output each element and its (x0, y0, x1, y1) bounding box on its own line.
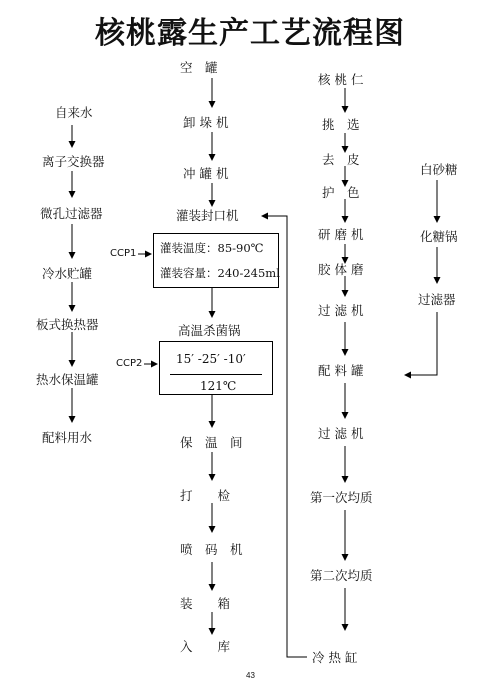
batching-water: 配料用水 (42, 430, 93, 445)
filter-machine-1: 过 滤 机 (318, 303, 364, 318)
microporous-filter: 微孔过滤器 (40, 206, 103, 221)
color-protection: 护 色 (322, 185, 360, 200)
holding-room: 保 温 间 (180, 435, 243, 450)
filling-sealing-machine: 灌装封口机 (176, 208, 239, 223)
packing: 装 箱 (180, 596, 231, 611)
arrow (405, 312, 437, 375)
water-source: 自来水 (55, 105, 93, 120)
ccp1-label: CCP1 (110, 248, 137, 259)
empty-can: 空 罐 (180, 60, 218, 75)
walnut-kernel: 核 桃 仁 (318, 72, 364, 87)
sorting: 挑 选 (322, 117, 360, 132)
batching-tank: 配 料 罐 (318, 363, 364, 378)
first-homogenization: 第一次均质 (310, 490, 373, 505)
filling-volume: 灌装容量：240-245ml (160, 266, 280, 280)
inspection: 打 检 (180, 488, 231, 503)
plate-heat-exchanger: 板式换热器 (36, 317, 99, 332)
grinder: 研 磨 机 (318, 227, 364, 242)
can-rinser: 冲 罐 机 (183, 166, 229, 181)
cold-hot-tank: 冷 热 缸 (312, 650, 358, 665)
peeling: 去 皮 (322, 152, 360, 167)
warehousing: 入 库 (180, 639, 231, 654)
hot-water-holding-tank: 热水保温罐 (36, 372, 99, 387)
high-temp-sterilizer: 高温杀菌锅 (178, 323, 241, 338)
sugar-filter: 过滤器 (418, 292, 456, 307)
colloid-mill: 胶 体 磨 (318, 262, 364, 277)
sugar-melting-pot: 化糖锅 (420, 229, 458, 244)
white-sugar: 白砂糖 (420, 162, 458, 177)
sterilization-formula: 15′ -25′ -10′ (176, 352, 246, 366)
ion-exchanger: 离子交换器 (42, 154, 105, 169)
filter-machine-2: 过 滤 机 (318, 426, 364, 441)
second-homogenization: 第二次均质 (310, 568, 373, 583)
page-title: 核桃露生产工艺流程图 (95, 16, 405, 51)
ccp2-label: CCP2 (116, 358, 143, 369)
formula-divider (170, 374, 262, 375)
depalletizer: 卸 垛 机 (183, 115, 229, 130)
page-number: 43 (246, 671, 255, 680)
sterilization-temperature: 121℃ (200, 379, 237, 393)
filling-temperature: 灌装温度：85-90℃ (160, 241, 264, 255)
coding-machine: 喷 码 机 (180, 542, 243, 557)
cold-water-tank: 冷水贮罐 (42, 266, 93, 281)
